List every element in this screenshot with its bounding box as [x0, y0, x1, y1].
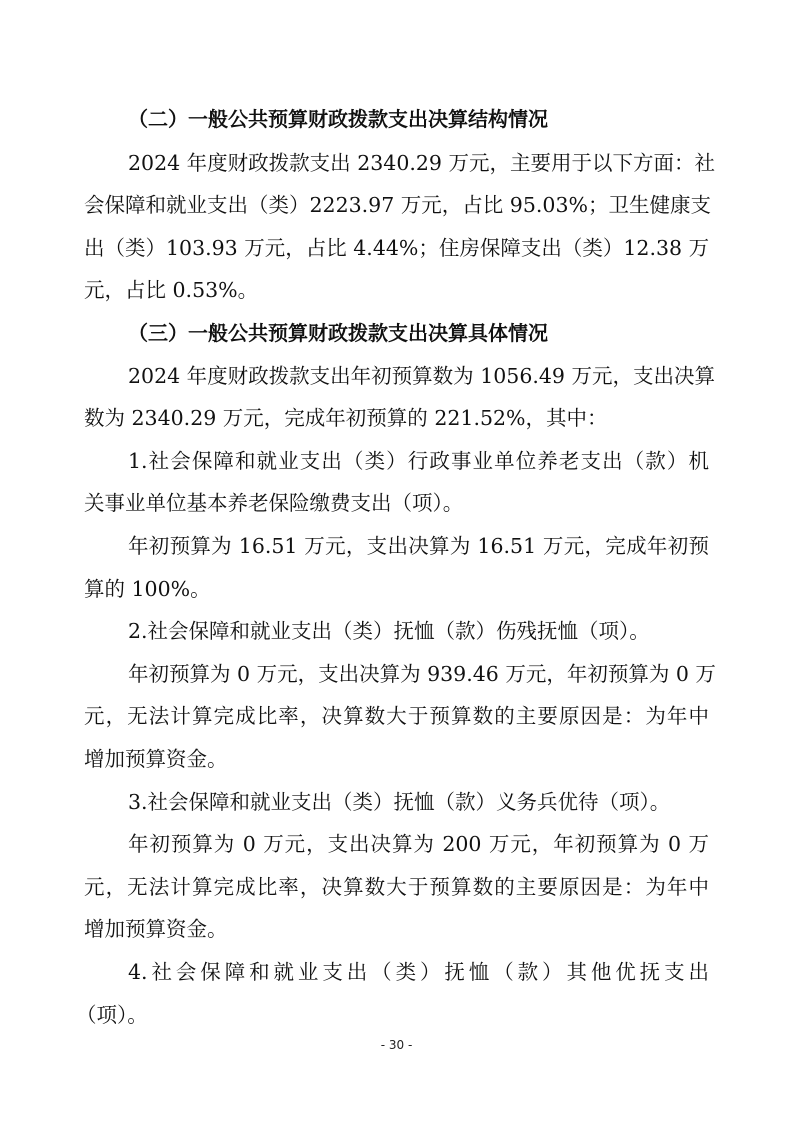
paragraph-line: 数为 2340.29 万元，完成年初预算的 221.52%，其中： — [84, 406, 608, 430]
paragraph-line: 2024 年度财政拨款支出年初预算数为 1056.49 万元，支出决算 — [128, 364, 715, 388]
item-desc: 年初预算为 16.51 万元，支出决算为 16.51 万元，完成年初预 — [128, 534, 709, 558]
item-title: 2.社会保障和就业支出（类）抚恤（款）伤残抚恤（项）。 — [128, 619, 650, 643]
paragraph-line: 会保障和就业支出（类）2223.97 万元，占比 95.03%；卫生健康支 — [84, 193, 711, 217]
paragraph-line: 出（类）103.93 万元，占比 4.44%；住房保障支出（类）12.38 万 — [84, 236, 710, 260]
page-number: - 30 - — [380, 1038, 413, 1052]
item-desc: 年初预算为 0 万元，支出决算为 200 万元，年初预算为 0 万 — [128, 832, 709, 856]
section-heading-3: （三）一般公共预算财政拨款支出决算具体情况 — [128, 321, 548, 345]
paragraph-line: 元，占比 0.53%。 — [84, 278, 259, 302]
item-title: 1.社会保障和就业支出（类）行政事业单位养老支出（款）机 — [128, 449, 709, 473]
item-desc: 年初预算为 0 万元，支出决算为 939.46 万元，年初预算为 0 万 — [128, 662, 716, 686]
item-title: （项）。 — [76, 1003, 148, 1027]
section-heading-2: （二）一般公共预算财政拨款支出决算结构情况 — [128, 107, 548, 131]
item-desc: 元，无法计算完成比率，决算数大于预算数的主要原因是：为年中 — [84, 875, 709, 899]
item-desc: 增加预算资金。 — [84, 747, 228, 771]
paragraph-line: 2024 年度财政拨款支出 2340.29 万元，主要用于以下方面：社 — [128, 151, 715, 175]
item-title: 关事业单位基本养老保险缴费支出（项）。 — [84, 491, 464, 515]
item-title: 3.社会保障和就业支出（类）抚恤（款）义务兵优待（项）。 — [128, 790, 671, 814]
item-desc: 增加预算资金。 — [84, 917, 228, 941]
item-desc: 元，无法计算完成比率，决算数大于预算数的主要原因是：为年中 — [84, 704, 709, 728]
item-title: 4.社会保障和就业支出（类）抚恤（款）其他优抚支出 — [128, 960, 709, 984]
item-desc: 算的 100%。 — [84, 577, 211, 601]
